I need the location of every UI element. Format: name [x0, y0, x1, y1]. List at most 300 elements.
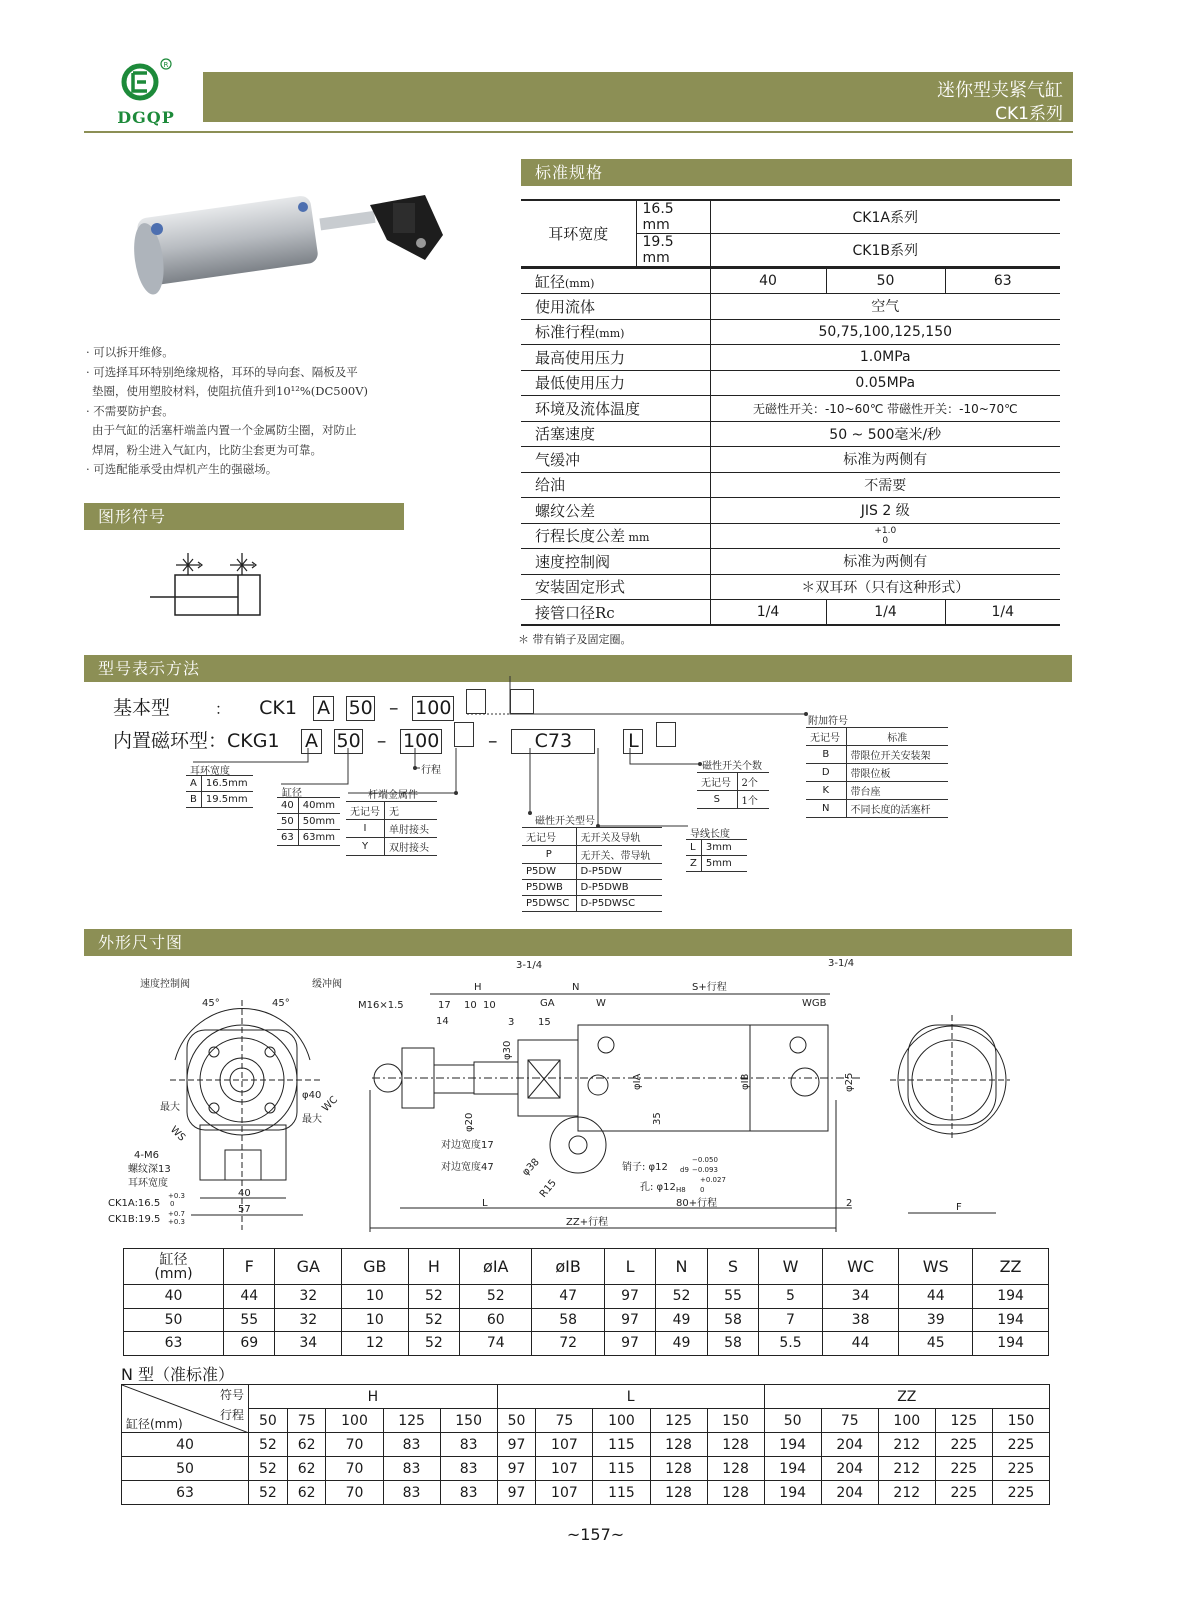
cell: 83	[440, 1433, 497, 1457]
cell: 40	[124, 1285, 224, 1309]
cell: 63	[122, 1481, 249, 1505]
cell: 32	[275, 1308, 342, 1332]
model-basic-label: 基本型	[113, 697, 171, 719]
code: B	[806, 746, 846, 764]
cell: 128	[707, 1481, 764, 1505]
dim-label: 4-M6	[134, 1150, 159, 1161]
dim-label: 45°	[272, 998, 290, 1009]
cell: 204	[821, 1481, 878, 1505]
cell: 97	[497, 1481, 536, 1505]
n-stroke: 125	[935, 1409, 992, 1433]
dim-header: GB	[342, 1249, 409, 1285]
model-colon: ：	[215, 700, 231, 718]
cell: 44	[899, 1285, 973, 1309]
dim-label: M16×1.5	[358, 1000, 404, 1011]
dim-label: φ20	[464, 1112, 475, 1132]
spec-bore: 40	[710, 268, 826, 294]
cell: 128	[650, 1457, 707, 1481]
ear-width-label: 耳环宽度	[521, 200, 636, 267]
dim-header: ZZ	[973, 1249, 1049, 1285]
spec-label: 速度控制阀	[521, 549, 710, 575]
suffix-code-table	[806, 727, 948, 818]
desc: 1个	[737, 791, 769, 809]
dim-label: 0	[170, 1200, 175, 1208]
desc: D-P5DWSC	[576, 896, 662, 912]
dimension-drawing	[0, 950, 1191, 1240]
n-group: H	[249, 1385, 498, 1409]
dim-label: CK1A:16.5	[108, 1198, 161, 1209]
code: D	[806, 764, 846, 782]
cell: 52	[249, 1457, 288, 1481]
dim-label: −0.050	[692, 1156, 718, 1164]
code-dash: –	[488, 730, 498, 752]
desc: 带限位开关安装架	[846, 746, 948, 764]
cell: 45	[899, 1332, 973, 1356]
spec-unit: mm	[625, 531, 650, 545]
dim-label: H	[474, 982, 482, 993]
code: K	[806, 782, 846, 800]
dim-header-bore	[124, 1249, 224, 1285]
dim-label: 2	[846, 1198, 853, 1209]
cell: 204	[821, 1457, 878, 1481]
cell: 194	[764, 1481, 821, 1505]
cell: 52	[249, 1481, 288, 1505]
cell: 83	[440, 1481, 497, 1505]
desc: 63mm	[298, 830, 340, 846]
cell: 34	[822, 1285, 899, 1309]
cell: 72	[532, 1332, 604, 1356]
cell: 128	[707, 1457, 764, 1481]
cell: 52	[408, 1332, 459, 1356]
cell: 225	[935, 1433, 992, 1457]
cell: 83	[383, 1481, 440, 1505]
cell: 12	[342, 1332, 409, 1356]
code-stroke-box: 100	[400, 729, 442, 754]
tolerance-top: +1.0	[874, 525, 897, 536]
cell: 212	[878, 1433, 935, 1457]
code: P5DWB	[522, 880, 576, 896]
desc: 40mm	[298, 798, 340, 814]
dim-label: H8	[676, 1186, 686, 1194]
dim-label: 15	[538, 1017, 551, 1028]
dim-label: 对边宽度47	[441, 1162, 494, 1173]
cell: 44	[822, 1332, 899, 1356]
desc: 无开关、带导轨	[576, 846, 662, 864]
logo-text: DGQP	[117, 108, 175, 127]
cell: 52	[656, 1285, 707, 1309]
cell: 55	[224, 1308, 275, 1332]
cell: 83	[440, 1457, 497, 1481]
code: 无记号	[806, 728, 846, 746]
dim-header: øIA	[460, 1249, 532, 1285]
count-table-title: 磁性开关个数	[702, 761, 762, 772]
spec-port: 1/4	[826, 600, 945, 626]
dim-label: 14	[436, 1016, 449, 1027]
spec-value: 0.05MPa	[710, 370, 1060, 396]
dim-label: 17	[438, 1000, 451, 1011]
n-stroke: 100	[593, 1409, 650, 1433]
n-bore-label: 缸径(mm)	[126, 1417, 183, 1431]
dim-label: +0.3	[168, 1192, 185, 1200]
desc: 无开关及导轨	[576, 828, 662, 846]
cell: 5.5	[759, 1332, 823, 1356]
cell: 97	[604, 1308, 655, 1332]
stroke-caption: 行程	[421, 765, 441, 776]
dim-label: 孔: φ12	[640, 1182, 676, 1193]
spec-label: 接管口径Rc	[521, 600, 710, 626]
cell: 49	[656, 1332, 707, 1356]
cell: 225	[992, 1433, 1049, 1457]
desc: 5mm	[701, 856, 747, 872]
model-magnet-label: 内置磁环型：CKG1	[113, 730, 280, 752]
cell: 115	[593, 1457, 650, 1481]
cell: 62	[287, 1433, 326, 1457]
code-bore-box: 50	[346, 696, 375, 721]
section-spec: 标准规格	[521, 159, 1072, 186]
code: B	[186, 792, 201, 808]
ear-table-title: 耳环宽度	[190, 766, 230, 777]
spec-bore: 63	[945, 268, 1060, 294]
dim-header: L	[604, 1249, 655, 1285]
dim-label: 0	[700, 1186, 705, 1194]
cell: 52	[460, 1285, 532, 1309]
desc: 16.5mm	[201, 776, 253, 792]
code: 无记号	[697, 773, 737, 791]
header-subtitle: CK1系列	[995, 104, 1063, 124]
n-stroke: 75	[287, 1409, 326, 1433]
cell: 225	[992, 1457, 1049, 1481]
n-stroke: 125	[383, 1409, 440, 1433]
count-code-table	[697, 772, 769, 809]
n-stroke: 100	[878, 1409, 935, 1433]
lead-table-title: 导线长度	[690, 829, 730, 840]
cell: 40	[122, 1433, 249, 1457]
ear-width-series: CK1B系列	[710, 234, 1060, 268]
dim-label: GA	[540, 998, 555, 1009]
n-group: ZZ	[764, 1385, 1049, 1409]
feature-item: · 可选择耳环特别绝缘规格，耳环的导向套、隔板及平	[86, 364, 358, 379]
code: A	[186, 776, 201, 792]
code: Z	[686, 856, 701, 872]
desc: 标准	[846, 728, 948, 746]
dim-label: φ38	[520, 1156, 542, 1179]
spec-value: 1.0MPa	[710, 345, 1060, 371]
code-lead-box: L	[623, 729, 643, 754]
feature-item: · 可以拆开维修。	[86, 345, 174, 359]
ear-width-size: 16.5 mm	[636, 200, 710, 234]
cell: 5	[759, 1285, 823, 1309]
dim-label: L	[482, 1198, 488, 1209]
cell: 115	[593, 1433, 650, 1457]
feature-item: 垫圈，使用塑胶材料，使阻抗值升到10¹²%(DC500V)	[92, 384, 369, 398]
spec-port: 1/4	[945, 600, 1060, 626]
rod-table-title: 杆端金属件	[368, 790, 418, 801]
page-number: ~157~	[566, 1525, 625, 1544]
code: Y	[346, 838, 385, 856]
dim-header: S	[707, 1249, 758, 1285]
dim-label: 对边宽度17	[441, 1140, 494, 1151]
bore-label: 缸径	[159, 1251, 188, 1268]
cell: 62	[287, 1457, 326, 1481]
dim-label: 40	[238, 1188, 251, 1199]
cell: 50	[122, 1457, 249, 1481]
n-corner	[122, 1385, 249, 1433]
dim-label: +0.027	[700, 1176, 726, 1184]
dim-label: CK1B:19.5	[108, 1214, 161, 1225]
dim-label: +0.3	[168, 1218, 185, 1226]
spec-footnote: ＊ 带有销子及固定圈。	[518, 633, 632, 646]
code-bore-box: 50	[334, 729, 363, 754]
bore-unit: (mm)	[154, 1265, 193, 1282]
section-model: 型号表示方法	[84, 655, 1072, 682]
table-row	[124, 1308, 1049, 1332]
bore-unit: (mm)	[565, 276, 595, 290]
header-title: 迷你型夹紧气缸	[937, 80, 1063, 101]
dim-label: 10	[464, 1000, 477, 1011]
spec-label: 最高使用压力	[521, 345, 710, 371]
spec-label: 给油	[521, 472, 710, 498]
n-stroke: 150	[992, 1409, 1049, 1433]
feature-item: 焊屑，粉尘进入气缸内，比防尘套更为可靠。	[92, 442, 322, 457]
n-symbol-label: 符号	[219, 1388, 244, 1402]
cell: 194	[973, 1332, 1049, 1356]
tolerance-bottom: 0	[882, 535, 889, 546]
dim-label: −0.093	[692, 1166, 718, 1174]
code-a-box: A	[313, 696, 334, 721]
cell: 44	[224, 1285, 275, 1309]
cell: 97	[497, 1433, 536, 1457]
cell: 60	[460, 1308, 532, 1332]
dim-label: φIB	[740, 1073, 751, 1090]
dim-label: 3-1/4	[516, 960, 543, 971]
desc: 带限位板	[846, 764, 948, 782]
dim-label: S+行程	[692, 982, 727, 993]
cell: 225	[935, 1481, 992, 1505]
code: 无记号	[346, 802, 385, 820]
feature-item: 由于气缸的活塞杆端盖内置一个金属防尘圈，对防止	[92, 423, 357, 437]
dim-label: φ25	[844, 1072, 855, 1092]
rod-code-table	[346, 801, 437, 856]
spec-label: 活塞速度	[521, 421, 710, 447]
dim-label: 速度控制阀	[140, 979, 190, 990]
cell: 34	[275, 1332, 342, 1356]
cell: 194	[764, 1433, 821, 1457]
desc: 无	[385, 802, 437, 820]
dim-label: d9	[680, 1166, 689, 1174]
table-row	[124, 1285, 1049, 1309]
desc: 单肘接头	[385, 820, 437, 838]
dim-label: 57	[238, 1204, 251, 1215]
code-dash: –	[376, 730, 387, 752]
switch-table-title: 磁性开关型号	[535, 816, 595, 827]
spec-port: 1/4	[710, 600, 826, 626]
spec-label: 螺纹公差	[521, 498, 710, 524]
dim-label: 耳环宽度	[128, 1178, 168, 1189]
dim-header: N	[656, 1249, 707, 1285]
spec-label-text: 标准行程	[535, 323, 596, 342]
cell: 212	[878, 1457, 935, 1481]
dim-header: WC	[822, 1249, 899, 1285]
dim-label: ZZ+行程	[566, 1217, 609, 1228]
code: P5DW	[522, 864, 576, 880]
ear-code-table	[186, 775, 253, 808]
cell: 128	[707, 1433, 764, 1457]
section-dims: 外形尺寸图	[84, 929, 1072, 956]
cell: 97	[497, 1457, 536, 1481]
code-stroke-box: 100	[412, 696, 454, 721]
code: 63	[277, 830, 298, 846]
model-basic-prefix: CK1	[259, 697, 297, 719]
table-row	[124, 1332, 1049, 1356]
cell: 194	[973, 1285, 1049, 1309]
table-row	[122, 1433, 1050, 1457]
cell: 50	[124, 1308, 224, 1332]
spec-value: 50,75,100,125,150	[710, 319, 1060, 345]
cell: 52	[249, 1433, 288, 1457]
dim-label: 3-1/4	[828, 958, 855, 969]
n-stroke: 50	[764, 1409, 821, 1433]
dim-label: 80+行程	[676, 1198, 718, 1209]
code: I	[346, 820, 385, 838]
table-row	[122, 1481, 1050, 1505]
code: N	[806, 800, 846, 818]
dim-header: GA	[275, 1249, 342, 1285]
desc: 50mm	[298, 814, 340, 830]
spec-bore: 50	[826, 268, 945, 294]
cell: 70	[326, 1457, 383, 1481]
dim-label: 35	[652, 1112, 663, 1125]
bore-table-title: 缸径	[282, 788, 302, 799]
spec-value: ＊双耳环（只有这种形式）	[710, 574, 1060, 600]
code: S	[697, 791, 737, 809]
cell: 7	[759, 1308, 823, 1332]
desc: 不同长度的活塞杆	[846, 800, 948, 818]
spec-label: 气缓冲	[521, 447, 710, 473]
spec-value: 标准为两侧有	[710, 447, 1060, 473]
cell: 107	[536, 1481, 593, 1505]
cell: 10	[342, 1308, 409, 1332]
cell: 52	[408, 1308, 459, 1332]
spec-value: 不需要	[710, 472, 1060, 498]
ear-width-series: CK1A系列	[710, 200, 1060, 234]
cell: 225	[935, 1457, 992, 1481]
n-stroke: 50	[249, 1409, 288, 1433]
cell: 194	[973, 1308, 1049, 1332]
n-type-table	[121, 1384, 1050, 1505]
desc: 带台座	[846, 782, 948, 800]
cell: 74	[460, 1332, 532, 1356]
cell: 128	[650, 1433, 707, 1457]
cell: 194	[764, 1457, 821, 1481]
cell: 58	[707, 1308, 758, 1332]
feature-item: · 可选配能承受由焊机产生的强磁场。	[86, 462, 278, 476]
lead-code-table	[686, 839, 747, 872]
cell: 70	[326, 1481, 383, 1505]
dim-label: 螺纹深13	[128, 1164, 171, 1175]
spec-unit: (mm)	[595, 327, 625, 341]
cell: 49	[656, 1308, 707, 1332]
cell: 115	[593, 1481, 650, 1505]
n-stroke: 75	[821, 1409, 878, 1433]
dim-label: φ40	[302, 1090, 322, 1101]
cell: 212	[878, 1481, 935, 1505]
ear-width-size: 19.5 mm	[636, 234, 710, 268]
bore-code-table	[277, 797, 340, 846]
code-a-box: A	[301, 729, 322, 754]
spec-value: 无磁性开关：-10~60℃ 带磁性开关：-10~70℃	[710, 396, 1060, 422]
n-stroke: 75	[536, 1409, 593, 1433]
n-stroke: 50	[497, 1409, 536, 1433]
dim-label: φ30	[502, 1040, 513, 1060]
cell: 38	[822, 1308, 899, 1332]
spec-label: 最低使用压力	[521, 370, 710, 396]
dim-label: +0.7	[168, 1210, 185, 1218]
dim-label: WS	[167, 1124, 188, 1144]
dim-header: WS	[899, 1249, 973, 1285]
desc: 3mm	[701, 840, 747, 856]
n-stroke-label: 行程	[219, 1408, 244, 1422]
spec-value: 空气	[710, 294, 1060, 320]
suffix-table-title: 附加符号	[808, 716, 848, 727]
cell: 69	[224, 1332, 275, 1356]
switch-code-table	[522, 827, 662, 912]
code: L	[686, 840, 701, 856]
table-row	[122, 1457, 1050, 1481]
code-dash: –	[388, 697, 399, 719]
desc: 2个	[737, 773, 769, 791]
cell: 204	[821, 1433, 878, 1457]
dim-label: 3	[508, 1017, 515, 1028]
cell: 58	[707, 1332, 758, 1356]
cell: 47	[532, 1285, 604, 1309]
cell: 83	[383, 1433, 440, 1457]
n-stroke: 150	[440, 1409, 497, 1433]
cell: 97	[604, 1332, 655, 1356]
spec-label: 环境及流体温度	[521, 396, 710, 422]
spec-label-text: 行程长度公差	[535, 527, 626, 546]
n-stroke: 100	[326, 1409, 383, 1433]
dim-label: N	[572, 982, 580, 993]
dim-label: 销子: φ12	[622, 1162, 668, 1173]
desc: 19.5mm	[201, 792, 253, 808]
cell: 62	[287, 1481, 326, 1505]
dim-label: WC	[320, 1094, 341, 1115]
cell: 97	[604, 1285, 655, 1309]
dim-label: WGB	[802, 998, 827, 1009]
n-table-title: N 型（准标准）	[121, 1365, 235, 1384]
bore-label: 缸径	[535, 272, 566, 291]
dim-label: 45°	[202, 998, 220, 1009]
code: P5DWSC	[522, 896, 576, 912]
dim-label: 缓冲阀	[312, 979, 342, 990]
cell: 107	[536, 1457, 593, 1481]
code-switch-box: C73	[511, 729, 595, 754]
code: 无记号	[522, 828, 576, 846]
cell: 10	[342, 1285, 409, 1309]
dim-label: W	[596, 998, 606, 1009]
spec-value: 50 ~ 500毫米/秒	[710, 421, 1060, 447]
cell: 128	[650, 1481, 707, 1505]
cell: 55	[707, 1285, 758, 1309]
spec-label: 安装固定形式	[521, 574, 710, 600]
desc: D-P5DW	[576, 864, 662, 880]
spec-value: JIS 2 级	[710, 498, 1060, 524]
cell: 225	[992, 1481, 1049, 1505]
n-stroke: 150	[707, 1409, 764, 1433]
code: 50	[277, 814, 298, 830]
cell: 32	[275, 1285, 342, 1309]
dim-label: 最大	[160, 1102, 180, 1113]
